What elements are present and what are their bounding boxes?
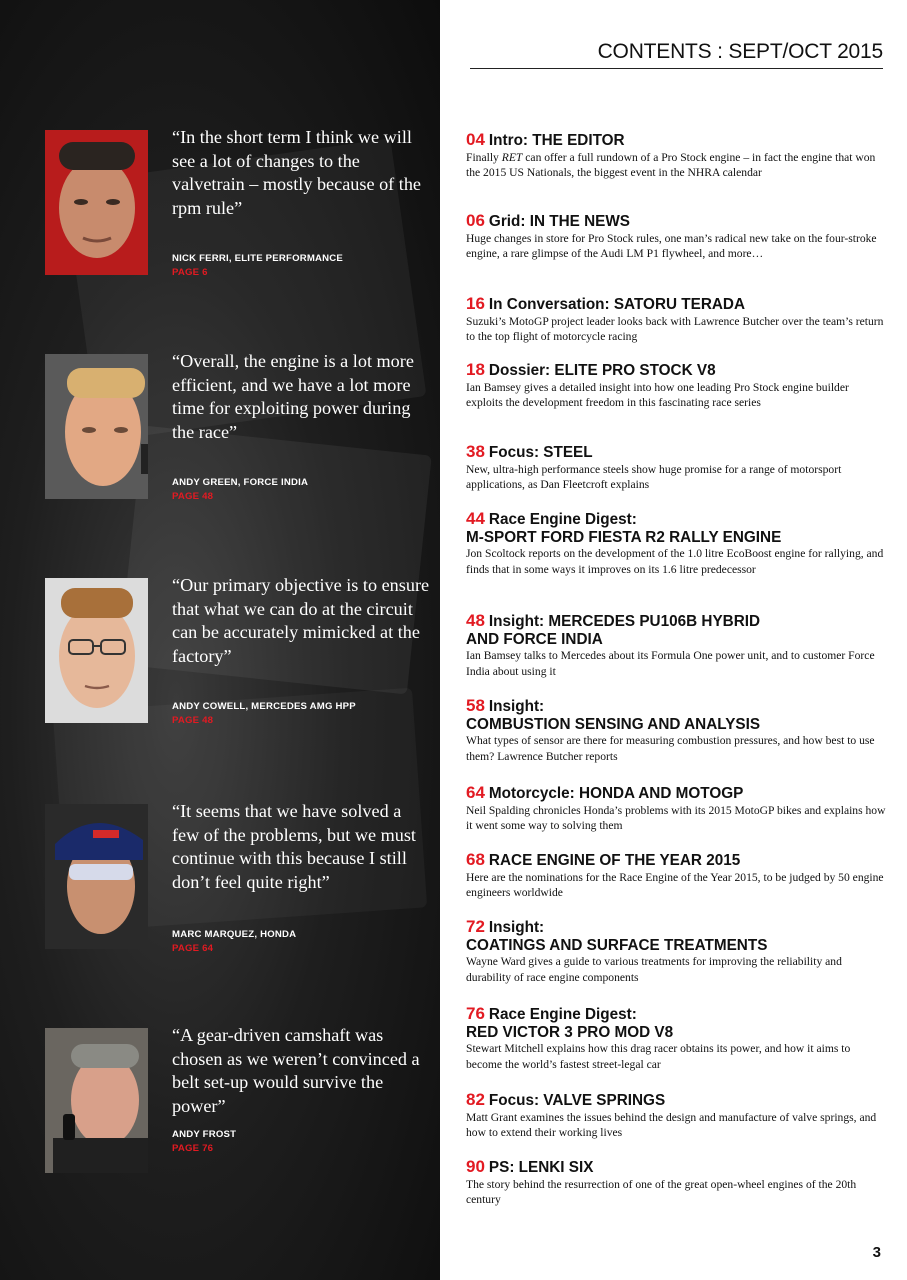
entry-title: Insight: MERCEDES PU106B HYBRID — [488, 613, 761, 630]
entry-title: Focus: STEEL — [488, 444, 593, 461]
entry-description: The story behind the resurrection of one of the great open-wheel engines of the 20th century — [466, 1177, 857, 1207]
contents-entry[interactable] — [466, 131, 886, 181]
contents-entry[interactable] — [466, 697, 886, 764]
quote-text: “Overall, the engine is a lot more efficient, and we have a lot more time for exploiting power during the race” — [172, 351, 414, 442]
quote-block — [45, 1025, 435, 1178]
quote-attribution: MARC MARQUEZ, HONDA — [172, 929, 297, 940]
entry-title: Motorcycle: HONDA AND MOTOGP — [488, 785, 744, 802]
quote-page-link[interactable]: PAGE 48 — [172, 715, 214, 726]
quote-page-link[interactable]: PAGE 64 — [172, 943, 214, 954]
entry-description: Huge changes in store for Pro Stock rules, one man’s radical new take on the four-stroke engine, a rare glimpse of the Audi LM P1 flywheel, and more… — [466, 231, 877, 261]
entry-description: Jon Scoltock reports on the development of the 1.0 litre EcoBoost engine for rallying, and finds that in some ways it improves on its 1.6 litre predecessor — [466, 547, 884, 576]
entry-description: Here are the nominations for the Race Engine of the Year 2015, to be judged by 50 engine engineers worldwide — [466, 870, 884, 900]
contents-entry[interactable] — [466, 295, 886, 345]
quote-attribution: NICK FERRI, ELITE PERFORMANCE — [172, 253, 344, 264]
portrait-photo — [45, 354, 148, 499]
entry-title-line2: RED VICTOR 3 PRO MOD V8 — [466, 1023, 674, 1041]
portrait-photo — [45, 804, 148, 949]
portrait-photo — [45, 130, 148, 275]
entry-description: New, ultra-high performance steels show huge promise for a range of motorsport applications, as Dan Fleetcroft explains — [466, 462, 842, 492]
portrait-photo — [45, 1028, 148, 1173]
quote-attribution: ANDY FROST — [172, 1129, 237, 1140]
page-number: 18 — [466, 360, 485, 379]
entry-description: Neil Spalding chronicles Honda’s problems with its 2015 MotoGP bikes and explains how it went some way to solving them — [466, 803, 886, 833]
quote-block — [45, 575, 435, 738]
contents-entry[interactable] — [466, 443, 886, 493]
quote-text: “In the short term I think we will see a lot of changes to the valvetrain – mostly because of the rpm rule” — [172, 127, 421, 218]
page-number: 72 — [466, 917, 485, 936]
contents-entry[interactable] — [466, 918, 886, 985]
title-prefix: CONTENTS : — [597, 40, 729, 63]
entry-title: Focus: VALVE SPRINGS — [488, 1092, 666, 1109]
issue-date: SEPT/OCT 2015 — [728, 40, 883, 63]
quote-block — [45, 127, 435, 290]
entry-title: Dossier: ELITE PRO STOCK V8 — [488, 362, 716, 379]
page-number: 58 — [466, 696, 485, 715]
page-number: 64 — [466, 783, 485, 802]
page-number: 44 — [466, 509, 485, 528]
entry-description: Wayne Ward gives a guide to various treatments for improving the reliability and durability of race engine components — [466, 955, 842, 984]
quote-attribution: ANDY GREEN, FORCE INDIA — [172, 477, 309, 488]
contents-entry[interactable] — [466, 784, 886, 834]
entry-title: Grid: IN THE NEWS — [488, 213, 630, 230]
entry-description: What types of sensor are there for measuring combustion pressures, and how best to use them? Lawrence Butcher reports — [466, 734, 875, 763]
entry-title: RACE ENGINE OF THE YEAR 2015 — [488, 852, 741, 869]
page-number: 38 — [466, 442, 485, 461]
entry-description: Matt Grant examines the issues behind the design and manufacture of valve springs, and how to extend their working lives — [466, 1110, 877, 1140]
page-number: 04 — [466, 130, 485, 149]
contents-entry[interactable] — [466, 212, 886, 262]
entry-title-line2: COATINGS AND SURFACE TREATMENTS — [466, 936, 768, 954]
quote-page-link[interactable]: PAGE 76 — [172, 1143, 214, 1154]
contents-entry[interactable] — [466, 1091, 886, 1141]
quote-page-link[interactable]: PAGE 6 — [172, 267, 208, 278]
entry-description: Ian Bamsey talks to Mercedes about its Formula One power unit, and to customer Force India about using it — [466, 649, 875, 678]
page-number: 16 — [466, 294, 485, 313]
page-number: 90 — [466, 1157, 485, 1176]
folio-page-number: 3 — [872, 1244, 881, 1261]
quote-page-link[interactable]: PAGE 48 — [172, 491, 214, 502]
entry-title-line2: COMBUSTION SENSING AND ANALYSIS — [466, 715, 761, 733]
quote-text: “Our primary objective is to ensure that what we can do at the circuit can be accurately mimicked at the factory” — [172, 575, 430, 666]
entry-description: Suzuki’s MotoGP project leader looks back with Lawrence Butcher over the team’s return to the top flight of motorcycle racing — [466, 314, 884, 344]
quote-panel — [0, 0, 440, 1280]
contents-entry[interactable] — [466, 612, 886, 679]
contents-header — [470, 40, 883, 69]
entry-title: In Conversation: SATORU TERADA — [488, 296, 746, 313]
entry-title: Race Engine Digest: — [488, 1006, 637, 1023]
entry-title-line2: AND FORCE INDIA — [466, 630, 603, 648]
page-number: 82 — [466, 1090, 485, 1109]
quote-block — [45, 801, 435, 964]
page-number: 06 — [466, 211, 485, 230]
entry-title: Race Engine Digest: — [488, 511, 637, 528]
entry-description: Finally RET can offer a full rundown of a Pro Stock engine – in fact the engine that won the 2015 US Nationals, the biggest event in the NHRA calendar — [466, 150, 876, 180]
entry-description: Ian Bamsey gives a detailed insight into how one leading Pro Stock engine builder exploits the development freedom in this fascinating race series — [466, 380, 849, 410]
quote-text: “A gear-driven camshaft was chosen as we weren’t convinced a belt set-up would survive the power” — [172, 1025, 420, 1116]
entry-title-line2: M-SPORT FORD FIESTA R2 RALLY ENGINE — [466, 528, 782, 546]
entry-description: Stewart Mitchell explains how this drag racer obtains its power, and how it aims to become the world’s fastest street-legal car — [466, 1042, 851, 1071]
quote-attribution: ANDY COWELL, MERCEDES AMG HPP — [172, 701, 356, 712]
quote-block — [45, 351, 435, 514]
portrait-photo — [45, 578, 148, 723]
contents-entry[interactable] — [466, 361, 886, 411]
entry-title: Insight: — [488, 919, 545, 936]
contents-entry[interactable] — [466, 1005, 886, 1072]
page-number: 76 — [466, 1004, 485, 1023]
entry-title: PS: LENKI SIX — [488, 1159, 594, 1176]
page-number: 68 — [466, 850, 485, 869]
quote-text: “It seems that we have solved a few of the problems, but we must continue with this because I still don’t feel quite right” — [172, 801, 416, 892]
contents-entry[interactable] — [466, 510, 886, 577]
contents-entry[interactable] — [466, 1158, 886, 1208]
page-number: 48 — [466, 611, 485, 630]
page-title — [598, 40, 883, 64]
entry-title: Insight: — [488, 698, 545, 715]
entry-title: Intro: THE EDITOR — [488, 132, 625, 149]
contents-entry[interactable] — [466, 851, 886, 901]
